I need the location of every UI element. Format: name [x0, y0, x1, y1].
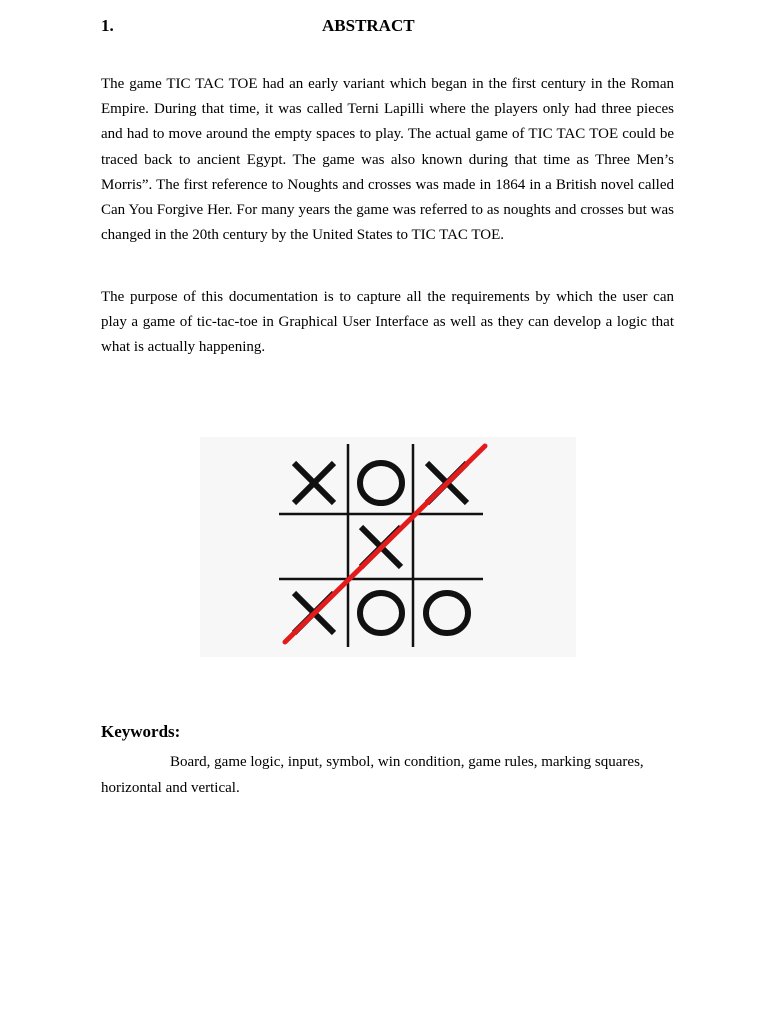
o-mark-icon [360, 593, 402, 633]
o-mark-icon [426, 593, 468, 633]
abstract-paragraph-purpose: The purpose of this documentation is to capture all the requirements by which the user can play a game of tic-tac-toe in Graphical User Interface as well as they can develop a logic that what is actually happening. [101, 289, 674, 356]
keywords-text: Board, game logic, input, symbol, win condition, game rules, marking squares, horizontal and vertical. [101, 754, 644, 796]
tic-tac-toe-board-image [200, 437, 576, 657]
abstract-paragraph-history: The game TIC TAC TOE had an early variant which began in the first century in the Roman Empire. During that time, it was called Terni Lapilli where the players only had three pieces and had to move around the empty spaces to play. The actual game of TIC TAC TOE could be traced back to ancient Egypt. The game was also known during that time as Three Men’s Morris”. The first reference to Noughts and crosses was made in 1864 in a British novel called Can You Forgive Her. For many years the game was referred to as noughts and crosses but was changed in the 20th century by the United States to TIC TAC TOE. [101, 76, 674, 244]
o-mark-icon [360, 463, 402, 503]
section-number: 1. [101, 16, 114, 35]
section-heading [101, 16, 674, 38]
winning-line [285, 446, 485, 642]
tic-tac-toe-figure [200, 437, 576, 657]
section-title: ABSTRACT [322, 16, 415, 35]
keywords-heading: Keywords: [101, 722, 181, 741]
